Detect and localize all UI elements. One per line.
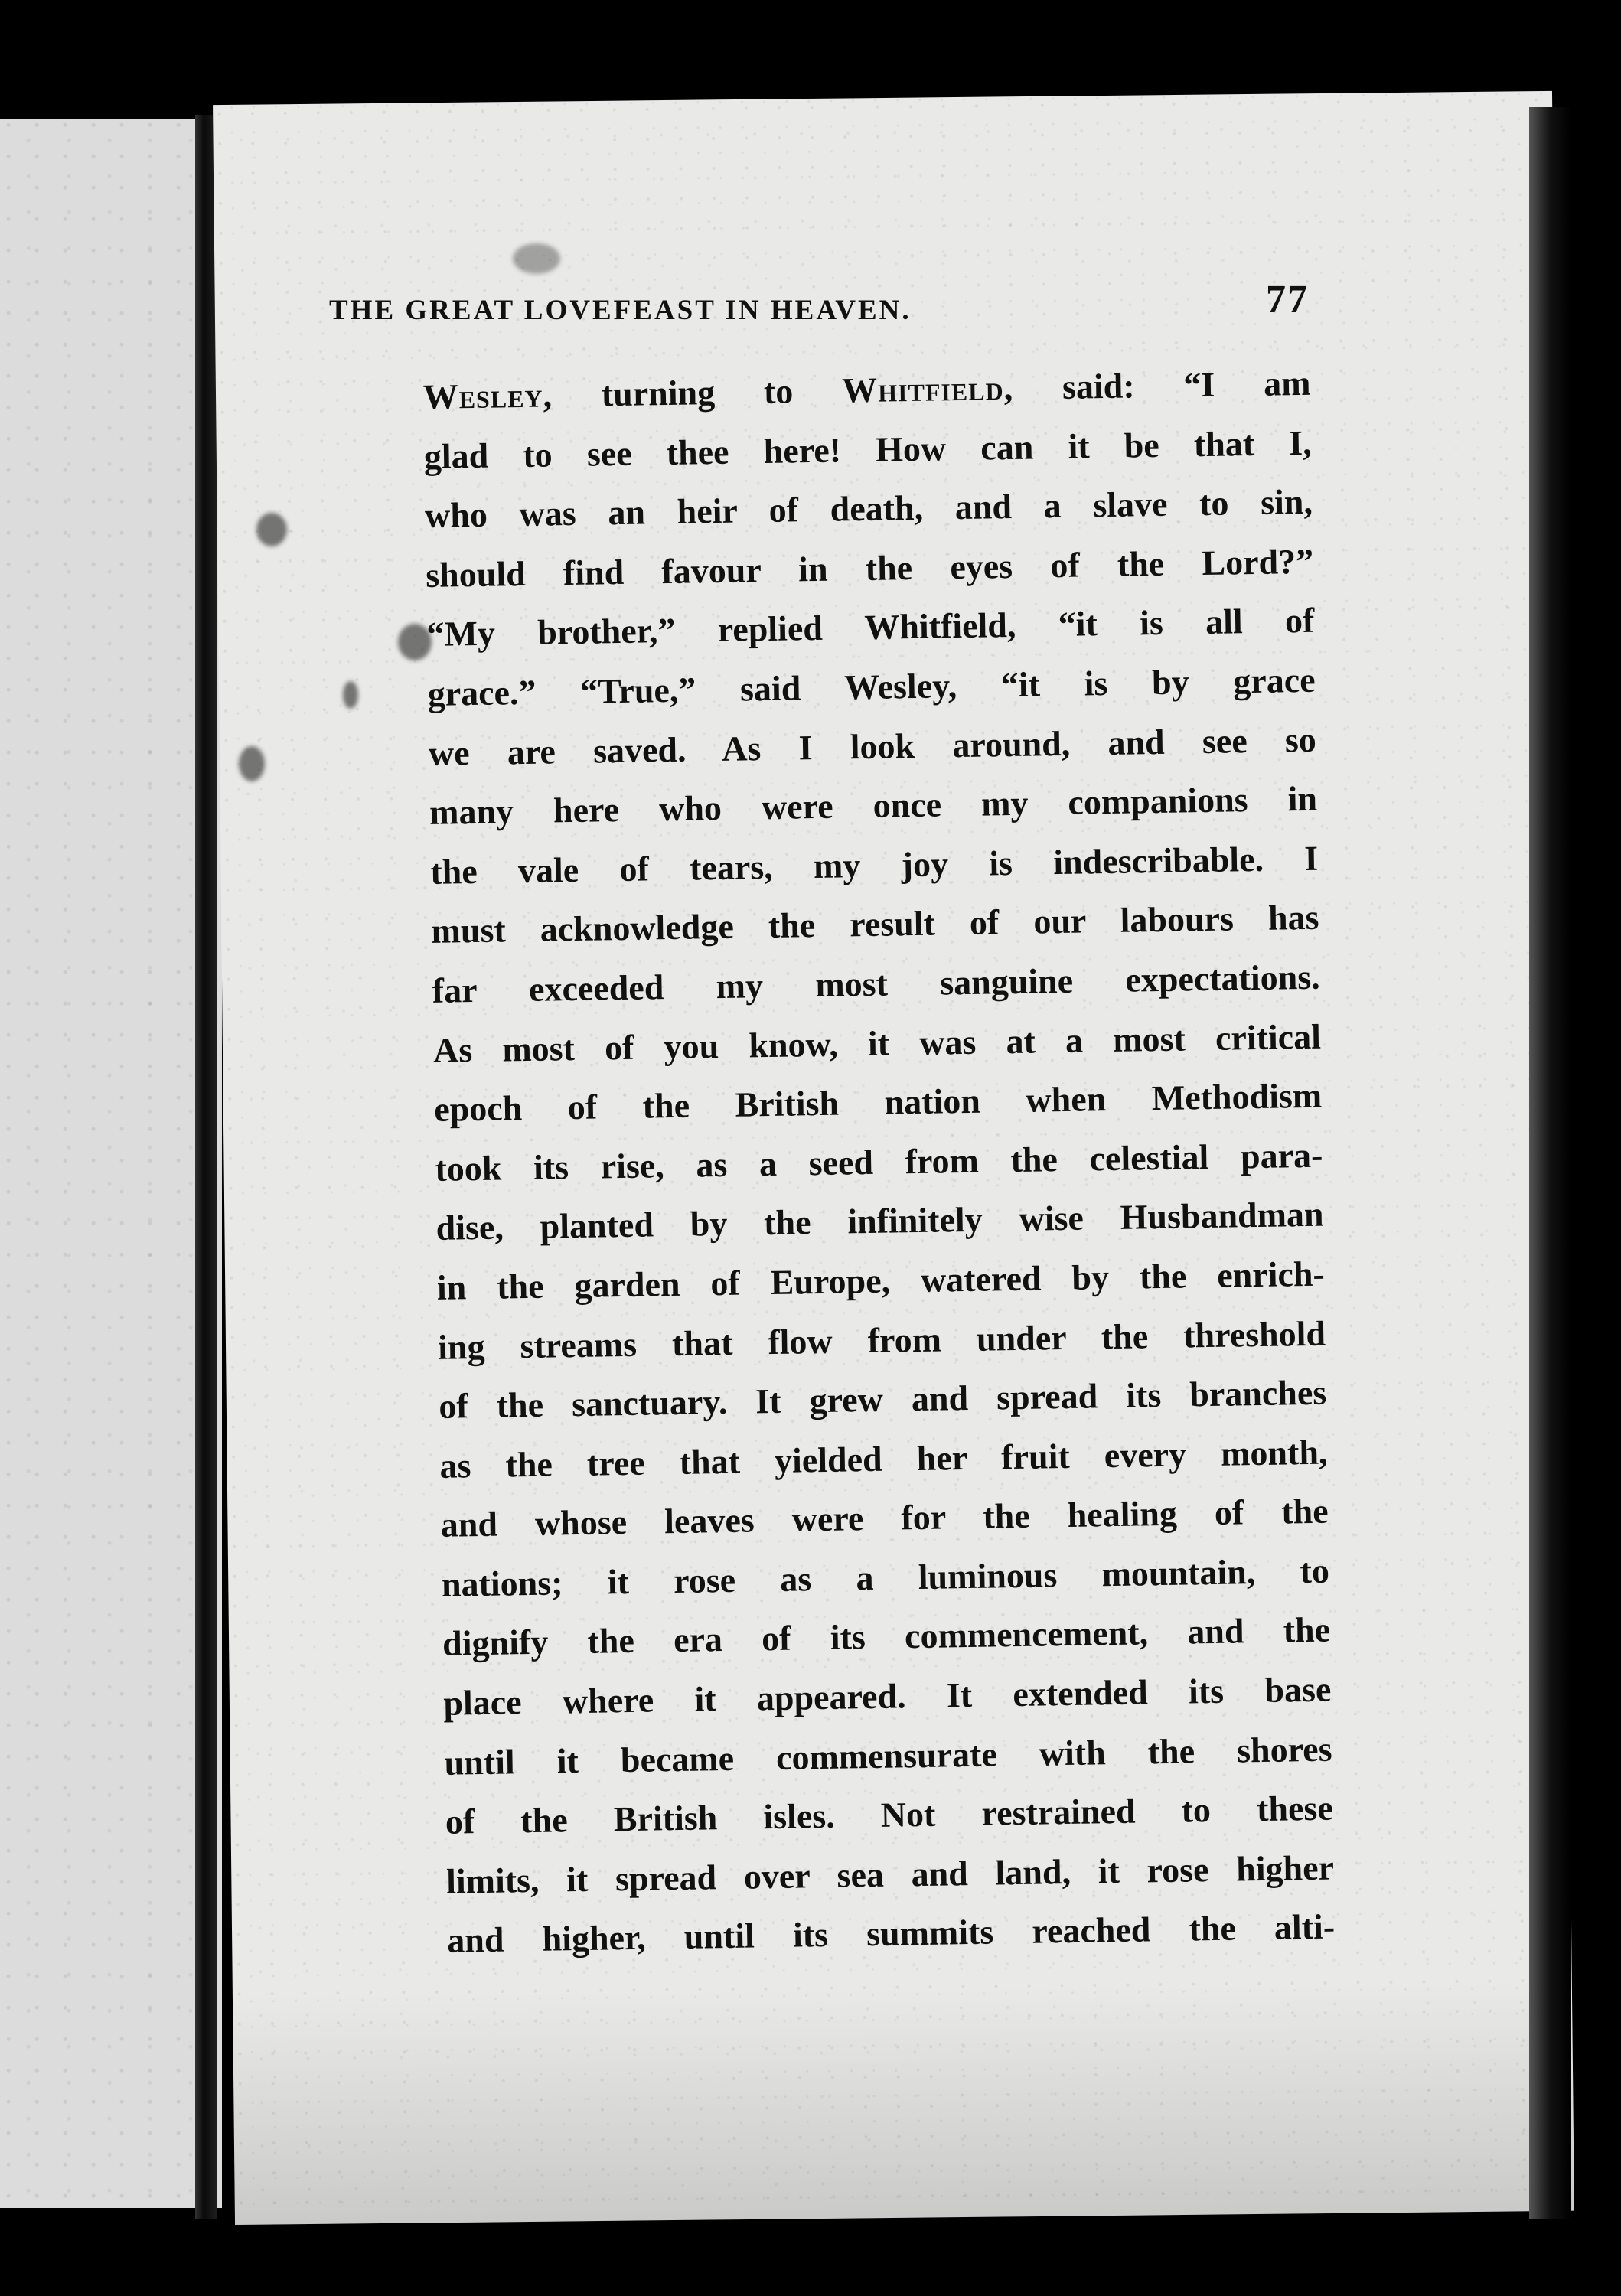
text-line: we are saved. As I look around, and see so	[428, 719, 1317, 773]
text-line: far exceeded my most sanguine expectations.	[432, 957, 1321, 1010]
ink-blot	[343, 681, 358, 709]
text-line: “My brother,” replied Whitfield, “it is all of	[426, 601, 1315, 654]
text-line: limits, it spread over sea and land, it rose higher	[445, 1848, 1335, 1901]
facing-page-edge	[0, 119, 222, 2208]
text-line: the vale of tears, my joy is indescribable. I	[429, 838, 1319, 892]
text-line: epoch of the British nation when Methodism	[433, 1075, 1323, 1130]
text-line: and whose leaves were for the healing of the	[440, 1491, 1329, 1545]
text-line: nations; it rose as a luminous mountain, to	[441, 1551, 1330, 1604]
text-line: of the sanctuary. It grew and spread its branches	[438, 1372, 1327, 1426]
text-line: until it became commensurate with the shores	[444, 1729, 1332, 1782]
text-line: who was an heir of death, and a slave to sin,	[424, 481, 1313, 536]
text-line: in the garden of Europe, watered by the enrich-	[436, 1254, 1326, 1307]
text-line: must acknowledge the result of our labours has	[431, 898, 1319, 951]
ink-blot	[513, 243, 560, 274]
text-line: place where it appeared. It extended its base	[443, 1669, 1332, 1723]
text-line: of the British isles. Not restrained to these	[445, 1788, 1334, 1842]
page-number: 77	[1266, 278, 1309, 321]
text-line: should find favour in the eyes of the Lord?”	[425, 541, 1314, 595]
text-line: and higher, until its summits reached the alti-	[446, 1906, 1336, 1961]
text-line: grace.” “True,” said Wesley, “it is by grace	[427, 660, 1316, 713]
page-header	[329, 277, 1309, 331]
text-line: ing streams that flow from under the threshold	[437, 1313, 1326, 1367]
text-line: as the tree that yielded her fruit every month,	[439, 1432, 1328, 1486]
page-edge-shadow	[1529, 107, 1571, 2219]
running-title: THE GREAT LOVEFEAST IN HEAVEN.	[329, 295, 912, 326]
page-body-text	[422, 354, 1336, 1971]
ink-blot	[256, 513, 287, 546]
speaker-name: Wesley,	[422, 375, 553, 416]
page-shadow	[233, 1981, 1574, 2225]
text-line: As most of you know, it was at a most critical	[432, 1016, 1322, 1070]
ink-blot	[239, 746, 265, 781]
text-line: glad to see thee here! How can it be that I,	[423, 422, 1313, 476]
text-fragment: said: “I am	[1013, 363, 1311, 407]
text-line: took its rise, as a seed from the celestial para-	[435, 1135, 1323, 1189]
speaker-name: Whitfield,	[841, 367, 1014, 410]
text-line: dignify the era of its commencement, and the	[442, 1610, 1331, 1664]
text-line: many here who were once my companions in	[429, 778, 1318, 833]
book-gutter	[195, 115, 217, 2219]
text-line: dise, planted by the infinitely wise Husbandman	[435, 1194, 1324, 1248]
text-fragment: turning to	[552, 370, 843, 415]
